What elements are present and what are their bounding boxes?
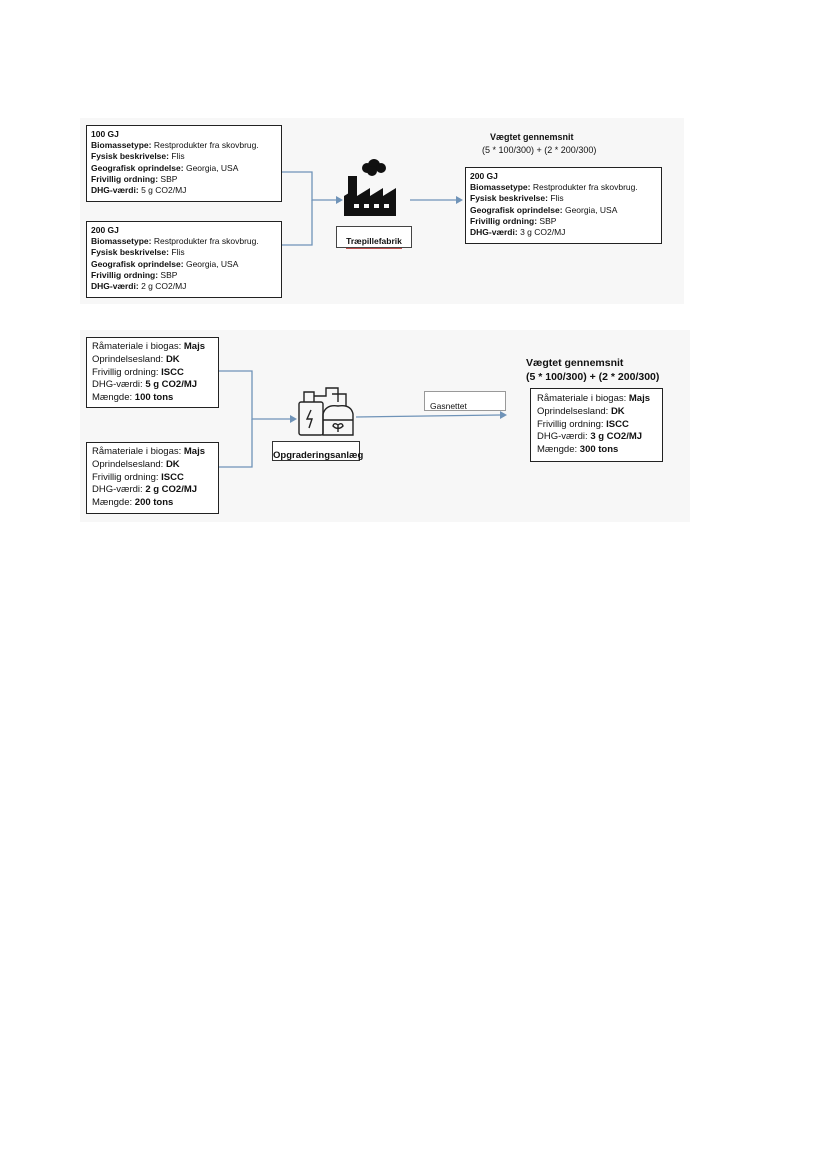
weighted-average-formula: (5 * 100/300) + (2 * 200/300) [526,371,660,383]
biogas-plant-icon [296,380,356,438]
field-quantity: Mængde: 300 tons [537,444,619,456]
output-amount: 200 GJ [470,171,498,181]
field-ghg-value: DHG-værdi: 5 g CO2/MJ [92,379,198,391]
arrowhead-to-output [500,411,507,419]
output-box [530,388,663,462]
field-voluntary-scheme: Frivillig ordning: SBP [91,173,178,184]
grid-label: Gasnettet [430,401,467,411]
field-physical-description: Fysisk beskrivelse: Flis [91,151,185,162]
field-quantity: Mængde: 200 tons [92,497,174,509]
field-geographic-origin: Geografisk oprindelse: Georgia, USA [91,258,239,269]
weighted-average-title: Vægtet gennemsnit [490,132,574,142]
weighted-average-title: Vægtet gennemsnit [526,357,624,369]
field-geographic-origin: Geografisk oprindelse: Georgia, USA [470,204,618,215]
grid-label-box [424,391,506,411]
connector-input-1 [219,371,290,419]
field-biomass-type: Biomassetype: Restprodukter fra skovbrug. [91,236,259,247]
input-box-1 [86,337,219,408]
field-physical-description: Fysisk beskrivelse: Flis [91,247,185,258]
input-box-2 [86,442,219,514]
field-ghg-value: DHG-værdi: 3 g CO2/MJ [470,227,566,238]
factory-label: Træpillefabrik [346,236,402,249]
connector-input-2 [219,419,252,467]
field-voluntary-scheme: Frivillig ordning: ISCC [92,366,184,378]
field-origin-country: Oprindelsesland: DK [92,353,180,365]
field-ghg-value: DHG-værdi: 2 g CO2/MJ [92,484,198,496]
field-origin-country: Oprindelsesland: DK [92,458,180,470]
field-quantity: Mængde: 100 tons [92,392,174,404]
plant-label: Opgraderingsanlæg [273,450,364,461]
field-ghg-value: DHG-værdi: 3 g CO2/MJ [537,431,643,443]
field-biomass-type: Biomassetype: Restprodukter fra skovbrug. [91,140,259,151]
field-feedstock: Råmateriale i biogas: Majs [92,341,206,352]
weighted-average-formula: (5 * 100/300) + (2 * 200/300) [482,145,597,155]
input-amount: 100 GJ [91,129,119,139]
input-amount: 200 GJ [91,225,119,235]
field-ghg-value: DHG-værdi: 5 g CO2/MJ [91,185,187,196]
field-ghg-value: DHG-værdi: 2 g CO2/MJ [91,281,187,292]
field-voluntary-scheme: Frivillig ordning: ISCC [537,418,629,430]
plant-caption-box [272,441,364,461]
field-geographic-origin: Geografisk oprindelse: Georgia, USA [91,162,239,173]
field-biomass-type: Biomassetype: Restprodukter fra skovbrug. [470,182,638,193]
field-origin-country: Oprindelsesland: DK [537,405,625,417]
field-physical-description: Fysisk beskrivelse: Flis [470,193,564,204]
connector-to-output [356,415,500,417]
field-voluntary-scheme: Frivillig ordning: SBP [91,269,178,280]
field-voluntary-scheme: Frivillig ordning: SBP [470,215,557,226]
field-feedstock: Råmateriale i biogas: Majs [537,393,651,404]
field-voluntary-scheme: Frivillig ordning: ISCC [92,471,184,483]
field-feedstock: Råmateriale i biogas: Majs [92,446,206,457]
